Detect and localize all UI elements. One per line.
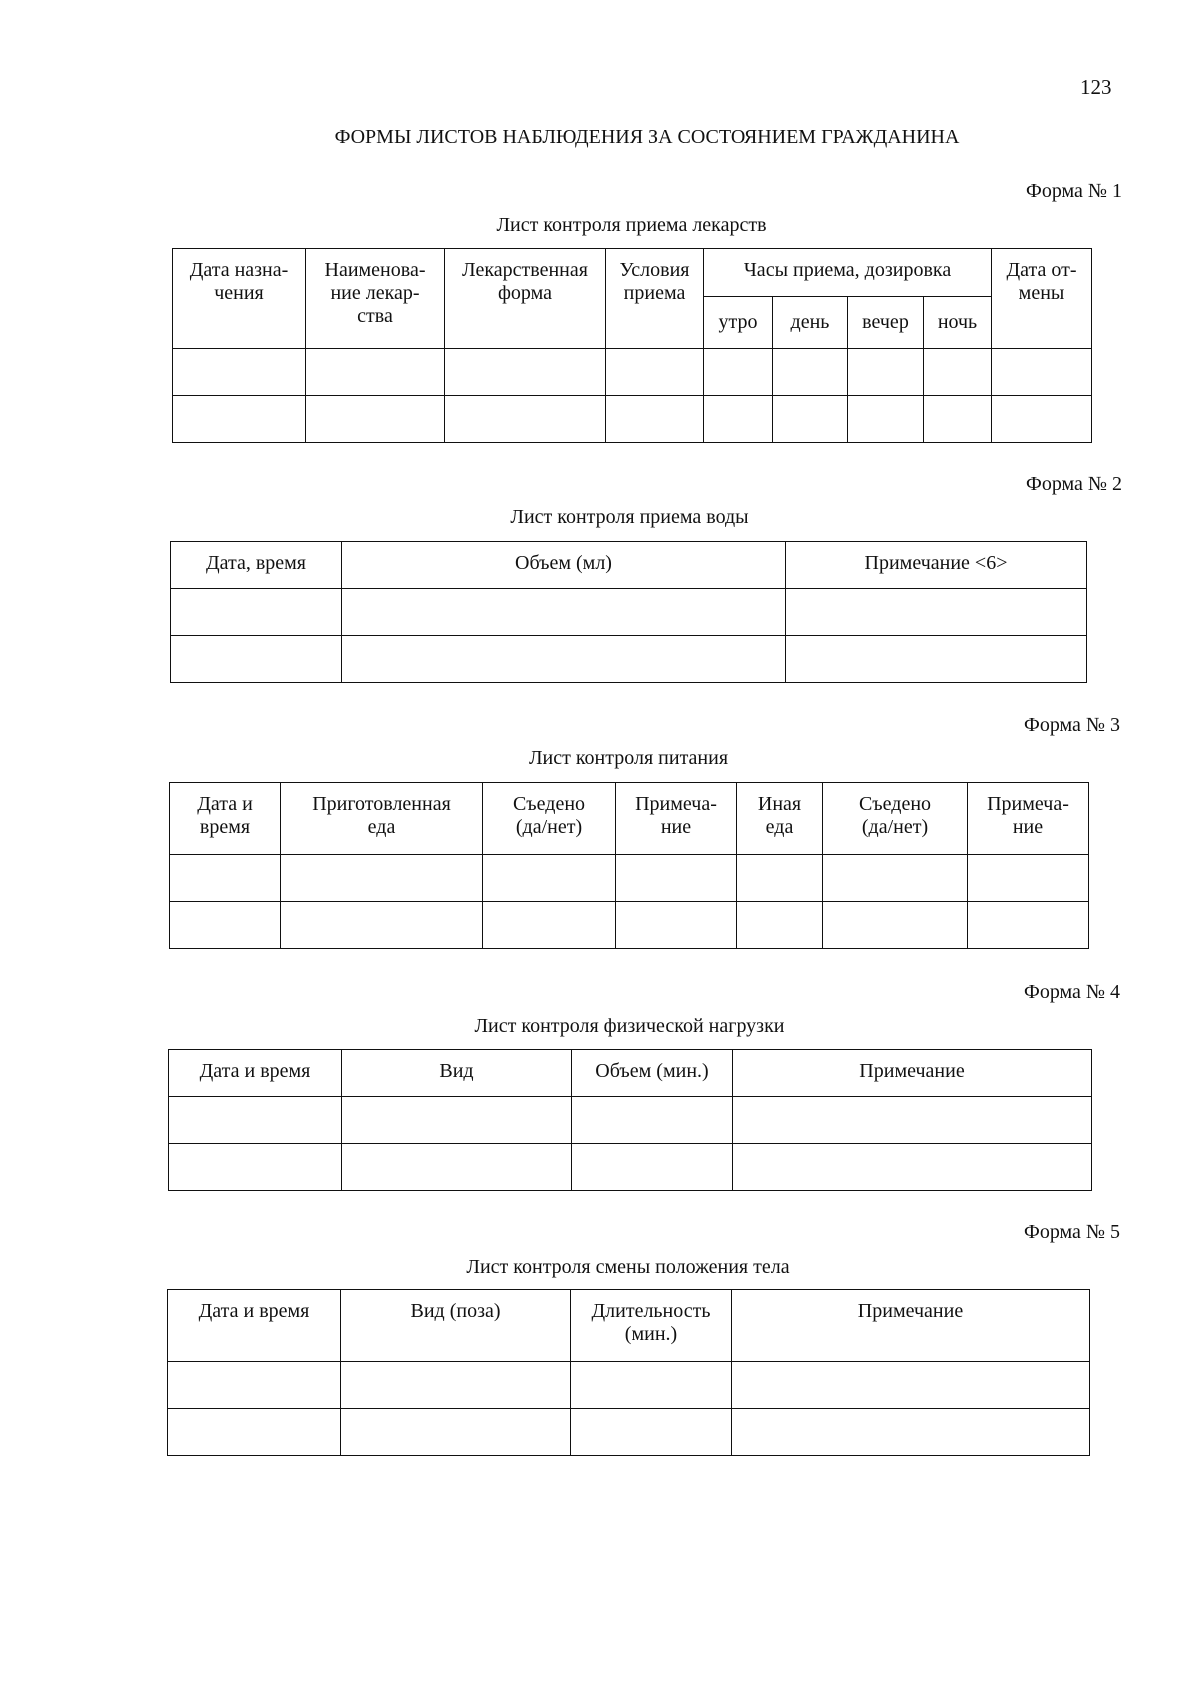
header-cell: Длительность (мин.) <box>571 1290 732 1362</box>
entry-cell[interactable] <box>281 902 483 949</box>
header-cell: Лекарственная форма <box>445 249 606 349</box>
subheader-cell: вечер <box>848 297 924 349</box>
header-cell: Примечание <6> <box>786 542 1087 589</box>
form-1-title: Лист контроля приема лекарств <box>496 214 767 236</box>
entry-cell[interactable] <box>773 396 848 443</box>
entry-cell[interactable] <box>572 1144 733 1191</box>
header-cell: Вид <box>342 1050 572 1097</box>
entry-cell[interactable] <box>342 589 786 636</box>
entry-cell[interactable] <box>341 1362 571 1409</box>
table-row <box>168 1362 1090 1409</box>
form-1-medication-table <box>172 248 1092 443</box>
entry-cell[interactable] <box>823 855 968 902</box>
table-row <box>168 1409 1090 1456</box>
table-row <box>171 589 1087 636</box>
entry-cell[interactable] <box>342 1144 572 1191</box>
entry-cell[interactable] <box>169 1097 342 1144</box>
form-4-physical-activity-table <box>168 1049 1092 1191</box>
table-row <box>169 1144 1092 1191</box>
entry-cell[interactable] <box>786 589 1087 636</box>
entry-cell[interactable] <box>992 396 1092 443</box>
header-cell: Объем (мл) <box>342 542 786 589</box>
entry-cell[interactable] <box>483 902 616 949</box>
entry-cell[interactable] <box>483 855 616 902</box>
header-cell: Вид (поза) <box>341 1290 571 1362</box>
subheader-cell: утро <box>704 297 773 349</box>
entry-cell[interactable] <box>733 1144 1092 1191</box>
entry-cell[interactable] <box>606 396 704 443</box>
entry-cell[interactable] <box>924 396 992 443</box>
entry-cell[interactable] <box>606 349 704 396</box>
entry-cell[interactable] <box>171 636 342 683</box>
form-3-title: Лист контроля питания <box>528 747 729 769</box>
header-cell: Объем (мин.) <box>572 1050 733 1097</box>
entry-cell[interactable] <box>306 396 445 443</box>
form-2-title: Лист контроля приема воды <box>510 506 749 528</box>
table-row <box>170 855 1089 902</box>
form-1-label: Форма № 1 <box>1026 180 1122 202</box>
entry-cell[interactable] <box>306 349 445 396</box>
entry-cell[interactable] <box>992 349 1092 396</box>
entry-cell[interactable] <box>173 396 306 443</box>
entry-cell[interactable] <box>571 1362 732 1409</box>
document-title: ФОРМЫ ЛИСТОВ НАБЛЮДЕНИЯ ЗА СОСТОЯНИЕМ ГРАЖДАНИНА <box>334 126 960 148</box>
header-cell: Примеча- ние <box>616 783 737 855</box>
entry-cell[interactable] <box>616 902 737 949</box>
entry-cell[interactable] <box>924 349 992 396</box>
header-cell: Примечание <box>732 1290 1090 1362</box>
header-cell: Дата, время <box>171 542 342 589</box>
page-number: 123 <box>1080 75 1112 99</box>
entry-cell[interactable] <box>737 855 823 902</box>
entry-cell[interactable] <box>168 1362 341 1409</box>
header-cell: Съедено (да/нет) <box>483 783 616 855</box>
entry-cell[interactable] <box>173 349 306 396</box>
entry-cell[interactable] <box>786 636 1087 683</box>
entry-cell[interactable] <box>616 855 737 902</box>
header-cell: Дата и время <box>170 783 281 855</box>
table-row <box>170 902 1089 949</box>
form-4-title: Лист контроля физической нагрузки <box>474 1015 785 1037</box>
entry-cell[interactable] <box>737 902 823 949</box>
form-5-body-position-table <box>167 1289 1090 1456</box>
entry-cell[interactable] <box>733 1097 1092 1144</box>
entry-cell[interactable] <box>445 396 606 443</box>
subheader-cell: день <box>773 297 848 349</box>
entry-cell[interactable] <box>171 589 342 636</box>
header-cell: Условия приема <box>606 249 704 349</box>
header-cell: Дата назна- чения <box>173 249 306 349</box>
header-cell: Съедено (да/нет) <box>823 783 968 855</box>
subheader-cell: ночь <box>924 297 992 349</box>
entry-cell[interactable] <box>968 855 1089 902</box>
header-cell: Примеча- ние <box>968 783 1089 855</box>
entry-cell[interactable] <box>168 1409 341 1456</box>
entry-cell[interactable] <box>341 1409 571 1456</box>
table-row <box>173 396 1092 443</box>
header-cell: Иная еда <box>737 783 823 855</box>
entry-cell[interactable] <box>773 349 848 396</box>
entry-cell[interactable] <box>704 396 773 443</box>
entry-cell[interactable] <box>342 636 786 683</box>
entry-cell[interactable] <box>848 349 924 396</box>
table-row <box>171 636 1087 683</box>
entry-cell[interactable] <box>571 1409 732 1456</box>
entry-cell[interactable] <box>968 902 1089 949</box>
header-cell: Дата и время <box>168 1290 341 1362</box>
entry-cell[interactable] <box>848 396 924 443</box>
entry-cell[interactable] <box>445 349 606 396</box>
entry-cell[interactable] <box>732 1409 1090 1456</box>
form-5-title: Лист контроля смены положения тела <box>466 1256 790 1278</box>
entry-cell[interactable] <box>704 349 773 396</box>
form-2-label: Форма № 2 <box>1026 473 1122 495</box>
table-row <box>173 349 1092 396</box>
header-cell: Часы приема, дозировка <box>704 249 992 297</box>
header-cell: Наименова- ние лекар- ства <box>306 249 445 349</box>
form-3-nutrition-table <box>169 782 1089 949</box>
entry-cell[interactable] <box>170 902 281 949</box>
entry-cell[interactable] <box>281 855 483 902</box>
entry-cell[interactable] <box>170 855 281 902</box>
form-2-water-table <box>170 541 1087 683</box>
header-cell: Дата от- мены <box>992 249 1092 349</box>
entry-cell[interactable] <box>342 1097 572 1144</box>
form-3-label: Форма № 3 <box>1024 714 1120 736</box>
entry-cell[interactable] <box>169 1144 342 1191</box>
header-cell: Примечание <box>733 1050 1092 1097</box>
form-5-label: Форма № 5 <box>1024 1221 1120 1243</box>
header-cell: Дата и время <box>169 1050 342 1097</box>
form-4-label: Форма № 4 <box>1024 981 1120 1003</box>
table-row <box>169 1097 1092 1144</box>
entry-cell[interactable] <box>823 902 968 949</box>
header-cell: Приготовленная еда <box>281 783 483 855</box>
entry-cell[interactable] <box>732 1362 1090 1409</box>
entry-cell[interactable] <box>572 1097 733 1144</box>
